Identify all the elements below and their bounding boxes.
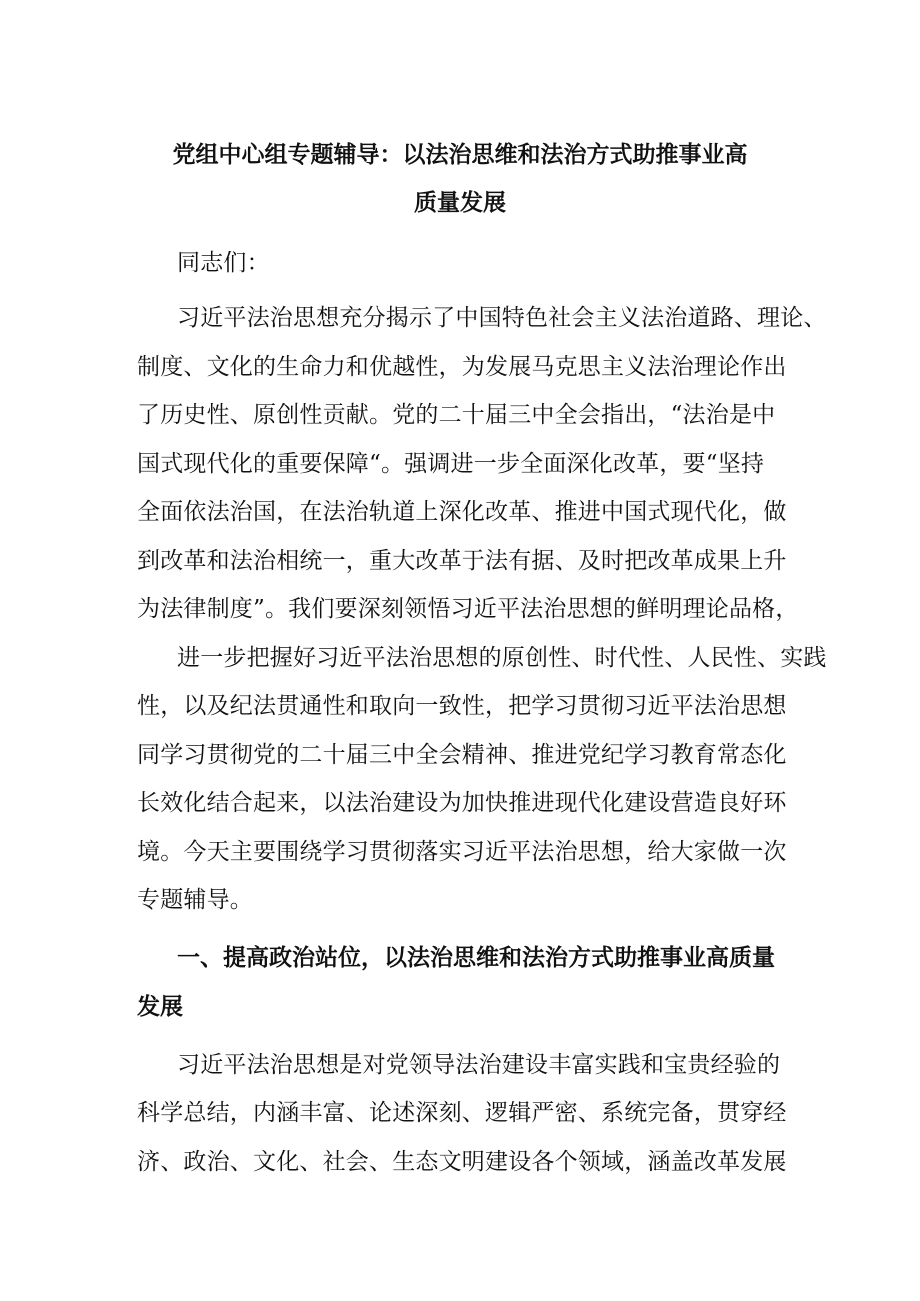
paragraph-1-line: 同学习贯彻党的二十届三中全会精神、推进党纪学习教育常态化 — [137, 742, 787, 768]
paragraph-1-line: 性，以及纪法贯通性和取向一致性，把学习贯彻习近平法治思想 — [137, 693, 787, 719]
paragraph-1-line: 全面依法治国，在法治轨道上深化改革、推进中国式现代化，做 — [137, 499, 787, 525]
paragraph-1-line: 到改革和法治相统一，重大改革于法有据、及时把改革成果上升 — [137, 548, 787, 574]
paragraph-1-line: 为法律制度”。我们要深刻领悟习近平法治思想的鲜明理论品格， — [137, 596, 799, 622]
paragraph-1-line: 进一步把握好习近平法治思想的原创性、时代性、人民性、实践 — [177, 645, 827, 671]
paragraph-2-line: 济、政治、文化、社会、生态文明建设各个领域，涵盖改革发展 — [137, 1149, 787, 1175]
paragraph-1-line: 习近平法治思想充分揭示了中国特色社会主义法治道路、理论、 — [177, 305, 827, 331]
paragraph-1-line: 专题辅导。 — [137, 887, 253, 913]
section-1-heading-line-1: 一、提高政治站位，以法治思维和法治方式助推事业高质量 — [177, 945, 775, 971]
document-title-line-2: 质量发展 — [414, 190, 506, 216]
paragraph-1-line: 境。今天主要围绕学习贯彻落实习近平法治思想，给大家做一次 — [137, 839, 787, 865]
paragraph-1-line: 制度、文化的生命力和优越性，为发展马克思主义法治理论作出 — [137, 354, 787, 380]
paragraph-2-line: 科学总结，内涵丰富、论述深刻、逻辑严密、系统完备，贯穿经 — [137, 1100, 787, 1126]
paragraph-1-line: 了历史性、原创性贡献。党的二十届三中全会指出，“法治是中 — [137, 402, 776, 428]
paragraph-1-line: 国式现代化的重要保障“。强调进一步全面深化改革，要“坚持 — [137, 451, 765, 477]
salutation: 同志们： — [177, 250, 270, 276]
document-title-line-1: 党组中心组专题辅导：以法治思维和法治方式助推事业高 — [172, 142, 748, 168]
paragraph-1-line: 长效化结合起来，以法治建设为加快推进现代化建设营造良好环 — [137, 790, 787, 816]
section-1-heading-line-2: 发展 — [137, 994, 183, 1020]
paragraph-2-line: 习近平法治思想是对党领导法治建设丰富实践和宝贵经验的 — [177, 1052, 781, 1078]
